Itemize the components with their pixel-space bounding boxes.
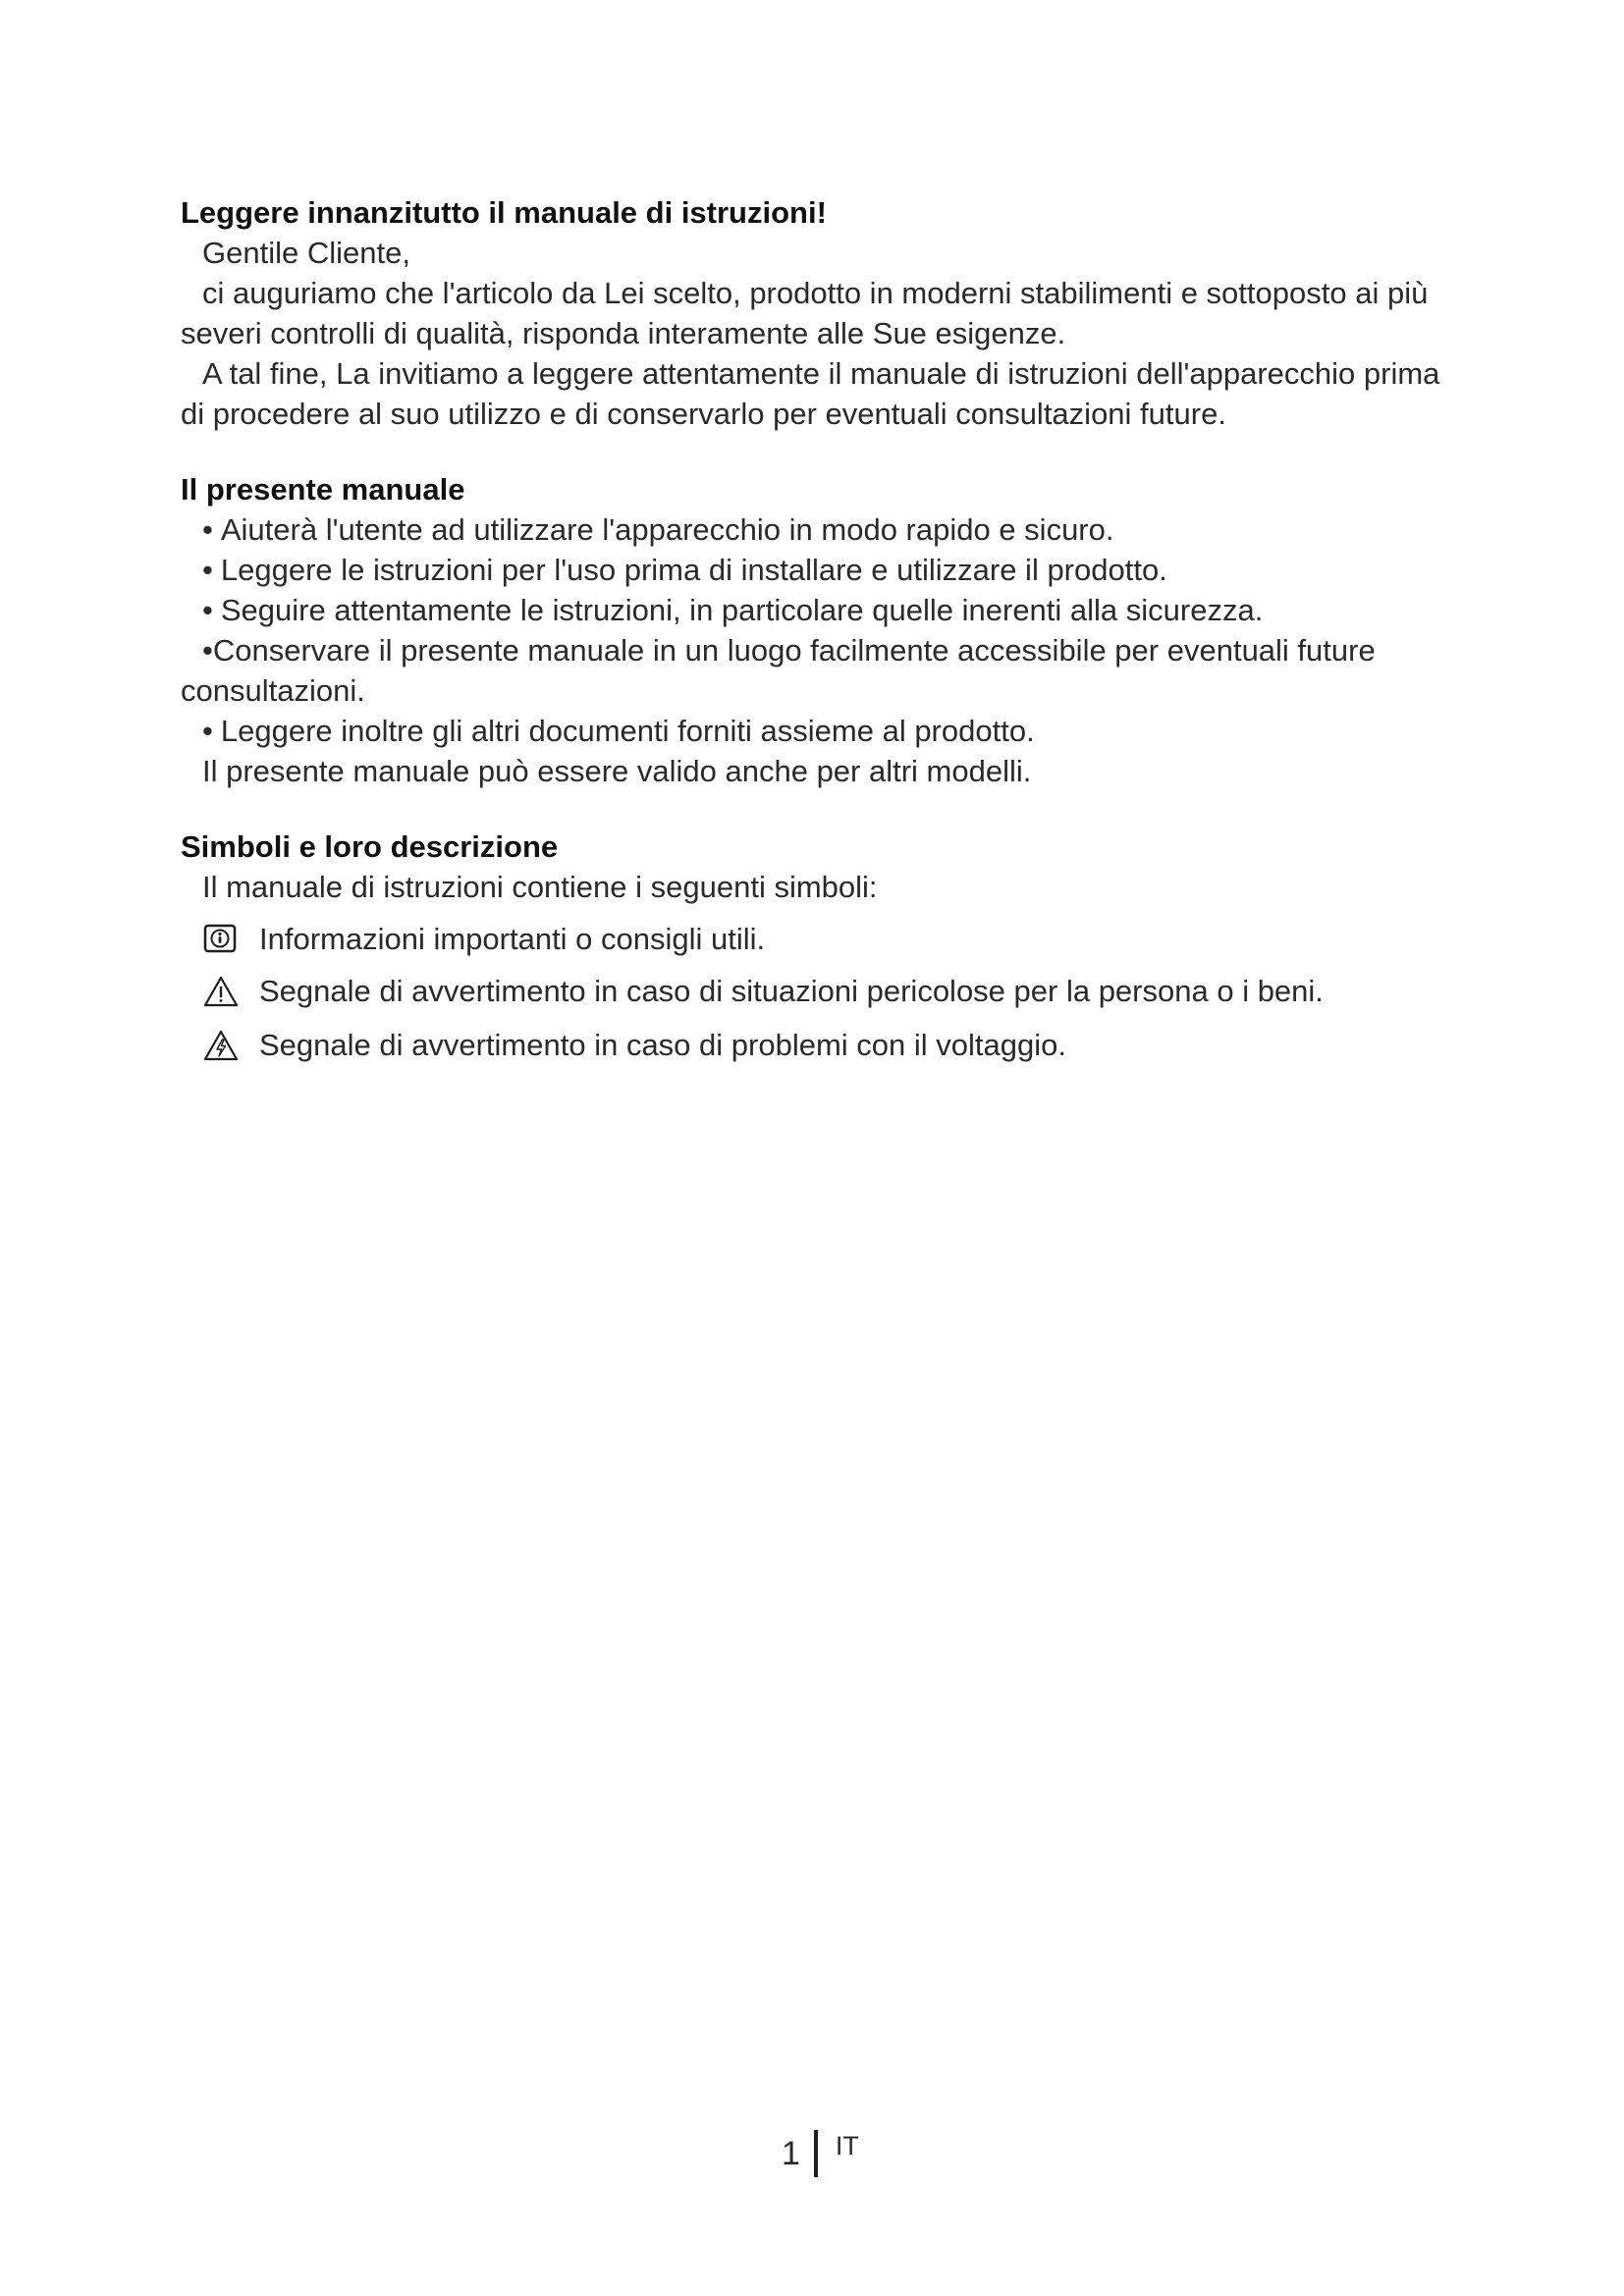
bullet-dot-icon: • xyxy=(202,512,213,547)
bullet-dot-icon: • xyxy=(202,593,213,627)
info-icon xyxy=(202,923,240,956)
manual-bullet-text: Leggere inoltre gli altri documenti forniti assieme al prodotto. xyxy=(220,714,1035,748)
symbols-section xyxy=(181,827,1457,1065)
manual-bullet-text: Seguire attentamente le istruzioni, in particolare quelle inerenti alla sicurezza. xyxy=(220,593,1264,627)
symbol-row-info xyxy=(202,919,1457,959)
intro-paragraph-1: ci auguriamo che l'articolo da Lei scelto, prodotto in moderni stabilimenti e sottoposto ai più severi controlli di qualità, risponda interamente alle Sue esigenze. xyxy=(181,276,1429,350)
greeting: Gentile Cliente, xyxy=(202,236,410,270)
symbol-warning-text: Segnale di avvertimento in caso di situazioni pericolose per la persona o i beni. xyxy=(259,974,1324,1008)
page-footer xyxy=(782,2130,859,2177)
intro-paragraph-2: A tal fine, La invitiamo a leggere attentamente il manuale di istruzioni dell'apparecchio prima di procedere al suo utilizzo e di conservarlo per eventuali consultazioni future. xyxy=(181,356,1440,431)
bullet-dot-icon: • xyxy=(202,553,213,587)
symbol-row-electric xyxy=(202,1025,1457,1065)
manual-bullet xyxy=(181,711,1457,751)
bullet-dot-icon: • xyxy=(202,714,213,748)
manual-bullet xyxy=(181,590,1457,630)
electric-warning-icon xyxy=(202,1029,240,1062)
symbols-intro: Il manuale di istruzioni contiene i seguenti simboli: xyxy=(202,870,878,904)
page-content xyxy=(181,192,1457,1065)
warning-triangle-icon xyxy=(202,975,240,1008)
manual-bullet xyxy=(181,630,1457,711)
manual-bullet-text: Aiuterà l'utente ad utilizzare l'apparecchio in modo rapido e sicuro. xyxy=(220,512,1114,547)
language-code: IT xyxy=(835,2130,859,2161)
bullet-dot-icon: • xyxy=(202,633,213,667)
footer-divider xyxy=(814,2130,818,2177)
manual-section xyxy=(181,469,1457,791)
symbol-row-warning xyxy=(202,971,1457,1011)
page-number: 1 xyxy=(782,2134,800,2172)
symbols-heading: Simboli e loro descrizione xyxy=(181,829,559,864)
manual-bullet xyxy=(181,550,1457,590)
manual-note: Il presente manuale può essere valido anche per altri modelli. xyxy=(202,754,1032,788)
symbol-electric-text: Segnale di avvertimento in caso di problemi con il voltaggio. xyxy=(259,1028,1066,1062)
manual-bullet xyxy=(181,509,1457,550)
manual-heading: Il presente manuale xyxy=(181,472,465,507)
symbol-info-text: Informazioni importanti o consigli utili. xyxy=(259,922,766,956)
manual-bullet-text: Leggere le istruzioni per l'uso prima di installare e utilizzare il prodotto. xyxy=(220,553,1167,587)
intro-heading: Leggere innanzitutto il manuale di istruzioni! xyxy=(181,195,827,230)
manual-bullet-text: Conservare il presente manuale in un luogo facilmente accessibile per eventuali future consultazioni. xyxy=(181,633,1376,708)
